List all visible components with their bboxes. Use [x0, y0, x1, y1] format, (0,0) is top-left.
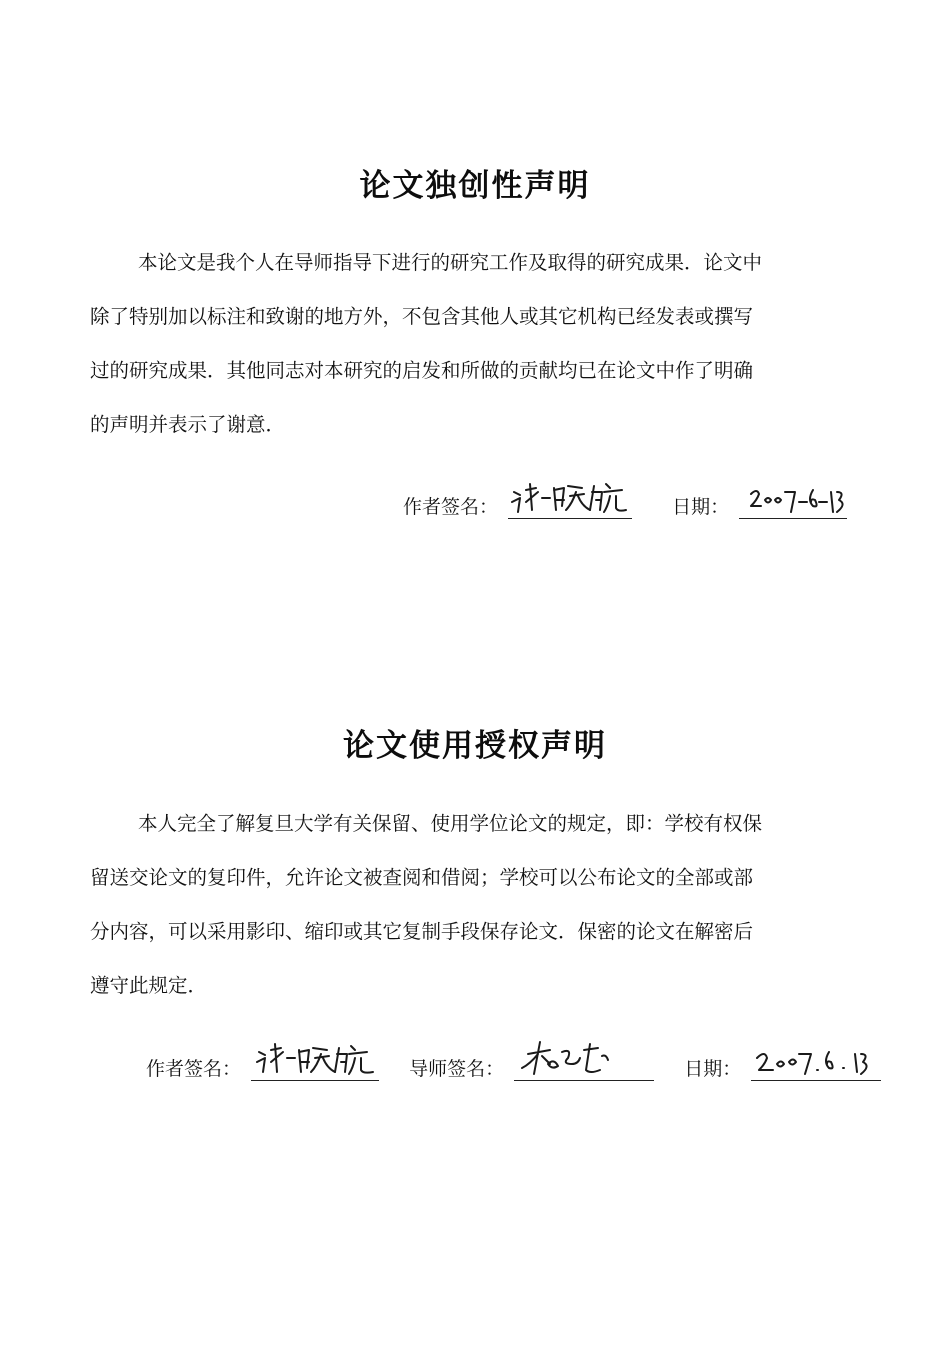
supervisor-signature: [514, 1046, 654, 1081]
author-signature: [251, 1046, 379, 1081]
authorization-signature-row: [146, 1046, 887, 1081]
signature-date: [739, 484, 847, 519]
date-label: 日期：: [672, 496, 730, 518]
handwritten-signature-icon: [251, 1040, 379, 1080]
paragraph-line: 的声明并表示了谢意．: [90, 413, 286, 436]
author-signature: [508, 484, 632, 519]
signature-date: [751, 1046, 881, 1081]
paragraph-line: 本人完全了解复旦大学有关保留、使用学位论文的规定，即：学校有权保: [138, 812, 763, 835]
paragraph-line: 遵守此规定．: [90, 974, 208, 997]
paragraph-line: 过的研究成果．其他同志对本研究的启发和所做的贡献均已在论文中作了明确: [90, 359, 754, 382]
originality-declaration-title: 论文独创性声明: [359, 168, 591, 204]
paragraph-line: 留送交论文的复印件，允许论文被查阅和借阅；学校可以公布论文的全部或部: [90, 866, 754, 889]
supervisor-signature-label: 导师签名：: [409, 1058, 505, 1080]
handwritten-date-icon: [739, 478, 847, 518]
handwritten-signature-icon: [514, 1040, 654, 1080]
handwritten-signature-icon: [508, 478, 632, 518]
date-label: 日期：: [684, 1058, 742, 1080]
author-signature-label: 作者签名：: [403, 496, 499, 518]
paragraph-line: 本论文是我个人在导师指导下进行的研究工作及取得的研究成果．论文中: [138, 251, 763, 274]
originality-signature-row: [403, 484, 853, 519]
paragraph-line: 分内容，可以采用影印、缩印或其它复制手段保存论文．保密的论文在解密后: [90, 920, 754, 943]
paragraph-line: 除了特别加以标注和致谢的地方外，不包含其他人或其它机构已经发表或撰写: [90, 305, 754, 328]
author-signature-label: 作者签名：: [146, 1058, 242, 1080]
authorization-declaration-title: 论文使用授权声明: [343, 728, 607, 764]
handwritten-date-icon: [751, 1040, 881, 1080]
